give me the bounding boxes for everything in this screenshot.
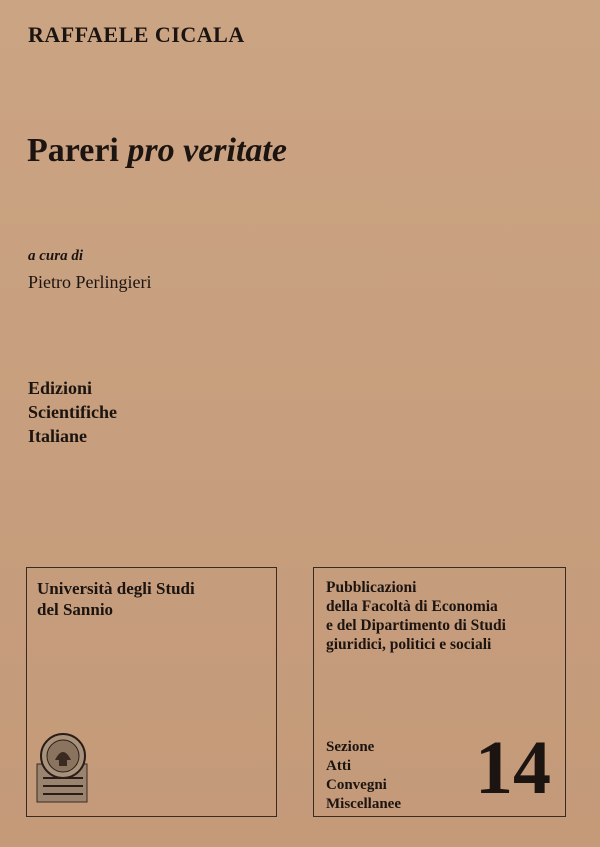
author-name: RAFFAELE CICALA [28, 22, 245, 47]
title-plain: Pareri [27, 132, 128, 169]
book-title [27, 132, 287, 170]
section-line: Atti [326, 758, 351, 774]
publications-line: giuridici, politici e sociali [326, 636, 492, 653]
publisher-line: Edizioni [28, 378, 93, 398]
publications-line: Pubblicazioni [326, 579, 417, 596]
university-line: Università degli Studi [37, 579, 195, 598]
section-line: Convegni [326, 777, 387, 793]
university-name [37, 578, 195, 620]
section-line: Miscellanee [326, 796, 401, 812]
series-section [326, 738, 401, 814]
publications-line: e del Dipartimento di Studi [326, 617, 506, 634]
publications-text [326, 578, 506, 654]
publisher-line: Scientifiche [28, 402, 117, 422]
publications-box [313, 567, 566, 817]
curator-name: Pietro Perlingieri [28, 272, 152, 292]
university-line: del Sannio [37, 600, 114, 619]
university-seal-icon [35, 730, 91, 806]
publisher-line: Italiane [28, 426, 88, 446]
series-number: 14 [475, 726, 551, 810]
university-box [26, 567, 277, 817]
curator-label: a cura di [28, 248, 84, 264]
publisher-name [28, 376, 117, 448]
publications-line: della Facoltà di Economia [326, 598, 498, 615]
title-italic: pro veritate [127, 132, 287, 169]
section-line: Sezione [326, 739, 375, 755]
